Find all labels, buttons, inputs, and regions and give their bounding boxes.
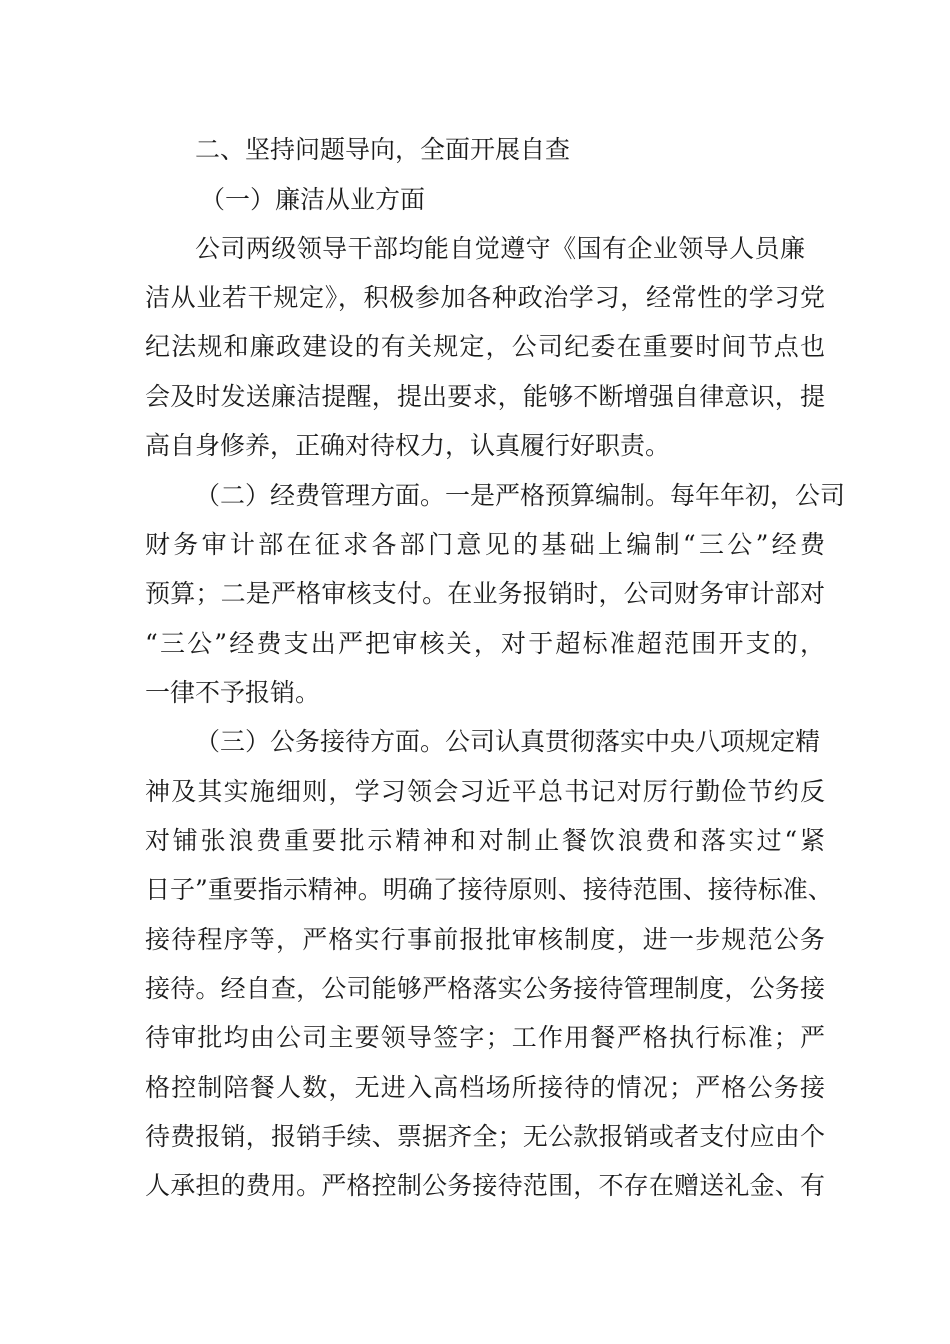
paragraph-line: 会及时发送廉洁提醒，提出要求，能够不断增强自律意识，提 <box>145 382 825 411</box>
paragraph-line: 一律不予报销。 <box>145 678 321 707</box>
paragraph-line: 人承担的费用。严格控制公务接待范围，不存在赠送礼金、有 <box>145 1171 825 1200</box>
paragraph-line: （二）经费管理方面。一是严格预算编制。每年年初，公司 <box>195 481 846 510</box>
paragraph-line: 接待。经自查，公司能够严格落实公务接待管理制度，公务接 <box>145 974 825 1003</box>
paragraph-line: 待费报销，报销手续、票据齐全；无公款报销或者支付应由个 <box>145 1122 825 1151</box>
paragraph-line: （三）公务接待方面。公司认真贯彻落实中央八项规定精 <box>195 727 821 756</box>
paragraph-line: 预算；二是严格审核支付。在业务报销时，公司财务审计部对 <box>145 579 825 608</box>
section-heading: 二、坚持问题导向，全面开展自查 <box>195 135 571 164</box>
paragraph-line: 接待程序等，严格实行事前报批审核制度，进一步规范公务 <box>145 925 825 954</box>
paragraph-line: 神及其实施细则，学习领会习近平总书记对厉行勤俭节约反 <box>145 777 825 806</box>
paragraph-line: 对铺张浪费重要批示精神和对制止餐饮浪费和落实过“紧 <box>145 826 825 855</box>
subsection-heading-1: （一）廉洁从业方面 <box>200 185 426 214</box>
paragraph-line: 待审批均由公司主要领导签字；工作用餐严格执行标准；严 <box>145 1023 825 1052</box>
paragraph-line: 洁从业若干规定》，积极参加各种政治学习，经常性的学习党 <box>145 283 825 312</box>
paragraph-line: 公司两级领导干部均能自觉遵守《国有企业领导人员廉 <box>195 234 805 263</box>
paragraph-line: 格控制陪餐人数，无进入高档场所接待的情况；严格公务接 <box>145 1073 825 1102</box>
paragraph-line: “三公”经费支出严把审核关，对于超标准超范围开支的， <box>145 629 825 658</box>
paragraph-line: 纪法规和廉政建设的有关规定，公司纪委在重要时间节点也 <box>145 332 825 361</box>
paragraph-line: 财务审计部在征求各部门意见的基础上编制“三公”经费 <box>145 530 825 559</box>
paragraph-line: 日子”重要指示精神。明确了接待原则、接待范围、接待标准、 <box>145 875 833 904</box>
paragraph-line: 高自身修养，正确对待权力，认真履行好职责。 <box>145 431 671 460</box>
